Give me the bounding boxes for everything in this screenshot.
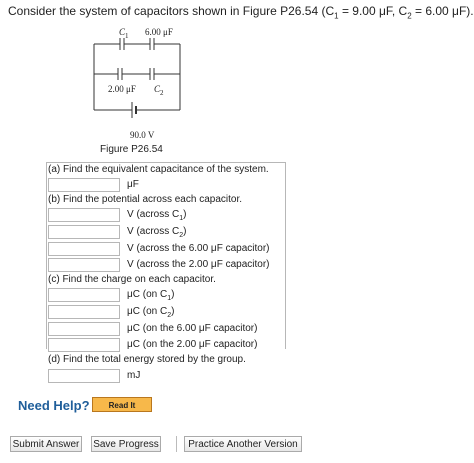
circuit-diagram (84, 24, 194, 140)
submit-answer-button[interactable]: Submit Answer (10, 436, 82, 452)
bottom-left-capacitor-label: 2.00 μF (108, 84, 136, 94)
part-c-input-c1[interactable] (48, 288, 120, 302)
part-b-unit-c1: V (across $C_1$) (127, 209, 187, 222)
figure-caption: Figure P26.54 (100, 144, 163, 155)
part-c-input-2uf[interactable] (48, 338, 120, 352)
part-b-unit-6uf: V (across the 6.00 μF capacitor) (127, 243, 270, 254)
part-a-input[interactable] (48, 178, 120, 192)
part-b-unit-2uf: V (across the 2.00 μF capacitor) (127, 259, 270, 270)
c1-label: $C_1$ (119, 27, 129, 40)
practice-another-version-button[interactable]: Practice Another Version (184, 436, 302, 452)
top-capacitor-label: 6.00 μF (145, 27, 173, 37)
part-d-input[interactable] (48, 369, 120, 383)
part-c-unit-2uf: μC (on the 2.00 μF capacitor) (127, 339, 258, 350)
read-it-button[interactable]: Read It (92, 397, 152, 412)
part-b-input-6uf[interactable] (48, 242, 120, 256)
question-text: Consider the system of capacitors shown in Figure P26.54 ($C_1 = 9.00$ μF, $C_2 = 6.00$ μF). (8, 4, 474, 21)
part-c-unit-c1: μC (on $C_1$) (127, 289, 175, 302)
c2-label: $C_2$ (154, 84, 164, 97)
need-help-heading: Need Help? (18, 398, 90, 413)
part-b-input-c2[interactable] (48, 225, 120, 239)
part-a-unit: μF (127, 179, 139, 190)
save-progress-button[interactable]: Save Progress (91, 436, 161, 452)
footer-divider (176, 436, 177, 452)
part-c-input-6uf[interactable] (48, 322, 120, 336)
part-d-label: (d) Find the total energy stored by the group. (48, 354, 246, 365)
part-b-label: (b) Find the potential across each capacitor. (48, 194, 242, 205)
battery-label: 90.0 V (130, 130, 155, 140)
part-c-unit-6uf: μC (on the 6.00 μF capacitor) (127, 323, 258, 334)
part-b-input-2uf[interactable] (48, 258, 120, 272)
part-c-unit-c2: μC (on $C_2$) (127, 306, 175, 319)
part-b-unit-c2: V (across $C_2$) (127, 226, 187, 239)
part-a-label: (a) Find the equivalent capacitance of the system. (48, 164, 269, 175)
part-c-label: (c) Find the charge on each capacitor. (48, 274, 216, 285)
part-d-unit: mJ (127, 370, 141, 381)
part-b-input-c1[interactable] (48, 208, 120, 222)
part-c-input-c2[interactable] (48, 305, 120, 319)
